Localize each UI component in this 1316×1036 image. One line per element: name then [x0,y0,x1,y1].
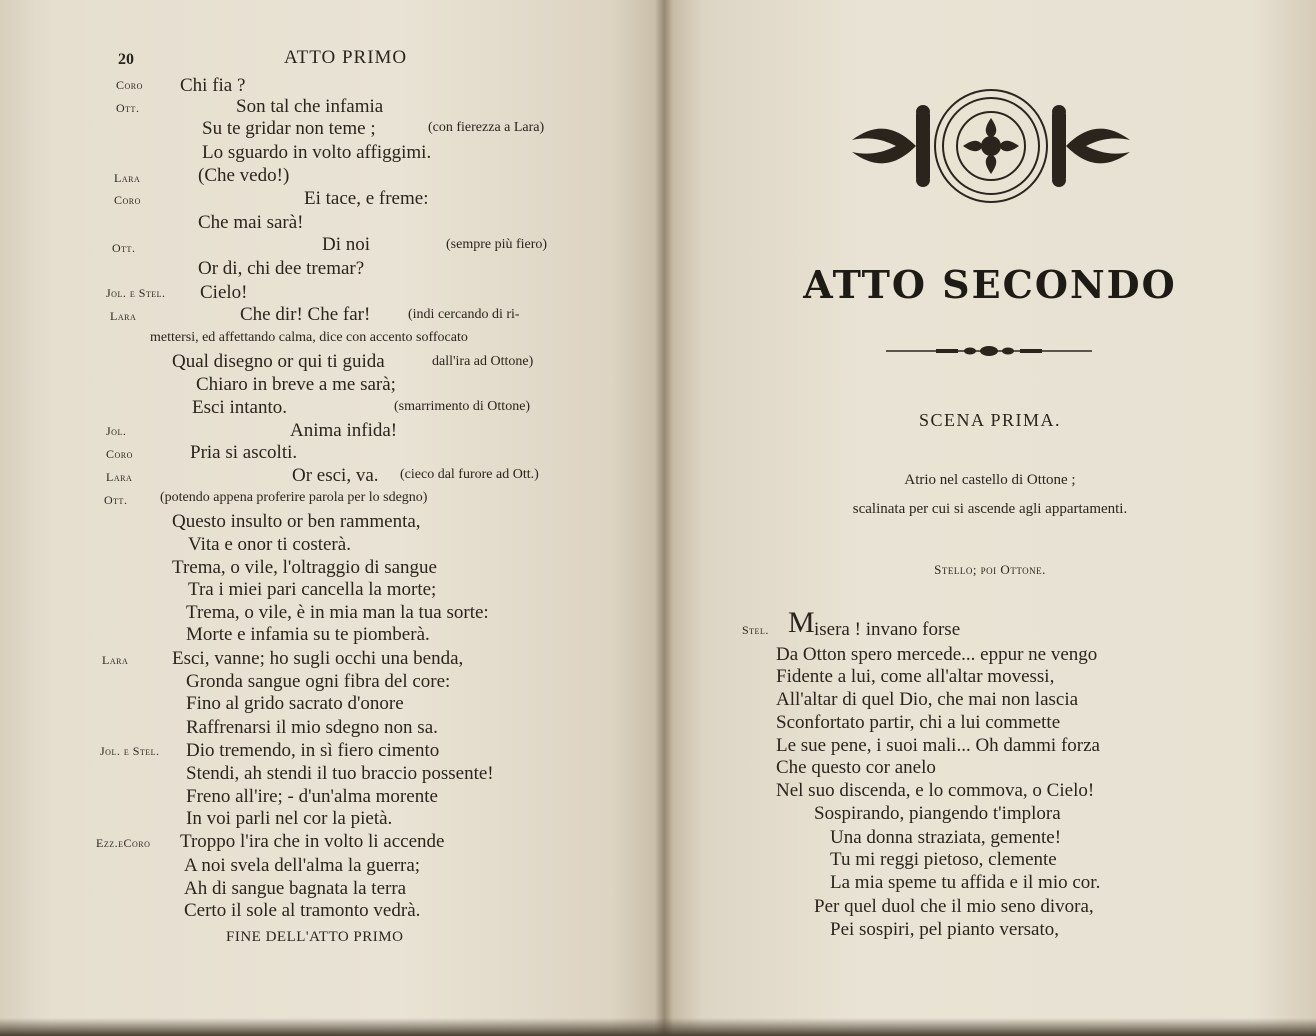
verse-line: Da Otton spero mercede... eppur ne vengo [776,644,1098,665]
speaker-label: Ott. [116,101,140,115]
verse-line: Tu mi reggi pietoso, clemente [830,849,1057,870]
speaker-label: Jol. e Stel. [106,286,166,300]
stage-direction: (cieco dal furore ad Ott.) [400,467,539,482]
drop-cap: M [788,606,815,639]
speaker-label: Lara [102,653,129,667]
verse-line: Che questo cor anelo [776,757,936,778]
verse-line: Questo insulto or ben rammenta, [172,511,421,532]
verse-line: Trema, o vile, è in mia man la tua sorte: [186,602,489,623]
verse-line: Di noi [322,234,371,255]
verse-line: Tra i miei pari cancella la morte; [188,579,437,600]
scene-title: SCENA PRIMA. [918,410,1062,430]
verse-line: Fidente a lui, come all'altar movessi, [776,666,1055,687]
verse-line: Certo il sole al tramonto vedrà. [184,900,421,921]
verse-line: Or di, chi dee tremar? [198,258,365,279]
verse-line: Dio tremendo, in sì fiero cimento [186,740,440,761]
speaker-label: Stel. [742,623,769,637]
stage-direction: (potendo appena proferire parola per lo sdegno) [160,490,428,505]
verse-line: Che dir! Che far! [240,304,371,325]
verse-line: Son tal che infamia [236,96,384,117]
verse-line: Una donna straziata, gemente! [830,827,1062,848]
page-number: 20 [118,51,134,68]
character-list: Stello; poi Ottone. [934,562,1046,577]
right-page [664,0,1316,1036]
setting-line: Atrio nel castello di Ottone ; [904,472,1076,488]
verse-line: Freno all'ire; - d'un'alma morente [186,786,438,807]
verse-line: Troppo l'ira che in volto li accende [180,831,445,852]
verse-line: Cielo! [200,282,248,303]
verse-line: Esci intanto. [192,397,287,418]
verse-line: Morte e infamia su te piomberà. [186,624,430,645]
stage-direction: mettersi, ed affettando calma, dice con accento soffocato [150,330,468,345]
speaker-label: Lara [110,309,137,323]
speaker-label: Lara [106,470,133,484]
verse-line: Per quel duol che il mio seno divora, [814,896,1094,917]
speaker-label: Ezz.eCoro [96,836,151,850]
verse-line: Anima infida! [290,420,398,441]
floral-vignette-icon [846,84,1136,210]
verse-line: Gronda sangue ogni fibra del core: [186,671,451,692]
stage-direction: dall'ira ad Ottone) [432,354,534,369]
speaker-label: Jol. e Stel. [100,744,160,758]
verse-line: Sconfortato partir, chi a lui commette [776,712,1061,733]
verse-line: Trema, o vile, l'oltraggio di sangue [172,557,437,578]
verse-line: Che mai sarà! [198,212,304,233]
verse-line: Pei sospiri, pel pianto versato, [830,919,1060,940]
verse-line: Fino al grido sacrato d'onore [186,693,404,714]
verse-line: Ah di sangue bagnata la terra [184,878,407,899]
verse-line: Su te gridar non teme ; [202,118,376,139]
book-gutter [655,0,673,1036]
stage-direction: (smarrimento di Ottone) [394,399,531,414]
act-end-note: FINE DELL'ATTO PRIMO [226,929,404,945]
running-head: ATTO PRIMO [284,47,408,68]
speaker-label: Coro [116,78,143,92]
verse-line: In voi parli nel cor la pietà. [186,808,393,829]
verse-line: Stendi, ah stendi il tuo braccio possente! [186,763,494,784]
verse-line: All'altar di quel Dio, che mai non lascia [776,689,1079,710]
decorative-rule-icon [886,343,1092,359]
verse-line: A noi svela dell'alma la guerra; [184,855,421,876]
speaker-label: Ott. [104,493,128,507]
setting-line: scalinata per cui si ascende agli appartamenti. [852,501,1128,517]
verse-line: Chi fia ? [180,75,246,96]
verse-line: La mia speme tu affida e il mio cor. [830,872,1101,893]
speaker-label: Coro [114,193,141,207]
verse-line: isera ! invano forse [814,619,961,640]
speaker-label: Jol. [106,424,127,438]
verse-line: Or esci, va. [292,465,379,486]
verse-line: Pria si ascolti. [190,442,298,463]
verse-line: Raffrenarsi il mio sdegno non sa. [186,717,438,738]
verse-line: Nel suo discenda, e lo commova, o Cielo! [776,780,1095,801]
verse-line: Le sue pene, i suoi mali... Oh dammi forza [776,735,1100,756]
verse-line: Qual disegno or qui ti guida [172,351,385,372]
verse-line: Vita e onor ti costerà. [188,534,351,555]
verse-line: Chiaro in breve a me sarà; [196,374,396,395]
verse-line: Esci, vanne; ho sugli occhi una benda, [172,648,464,669]
speaker-label: Ott. [112,241,136,255]
stage-direction: (indi cercando di ri- [408,307,520,322]
verse-line: Lo sguardo in volto affiggimi. [202,142,432,163]
verse-line: Ei tace, e freme: [304,188,429,209]
verse-line: Sospirando, piangendo t'implora [814,803,1061,824]
act-title: ATTO SECONDO [803,262,1177,307]
stage-direction: (sempre più fiero) [446,237,548,252]
stage-direction: (con fierezza a Lara) [428,120,545,135]
page-bottom-edge [0,1018,1316,1036]
speaker-label: Coro [106,447,133,461]
speaker-label: Lara [114,171,141,185]
verse-line: (Che vedo!) [198,165,290,186]
